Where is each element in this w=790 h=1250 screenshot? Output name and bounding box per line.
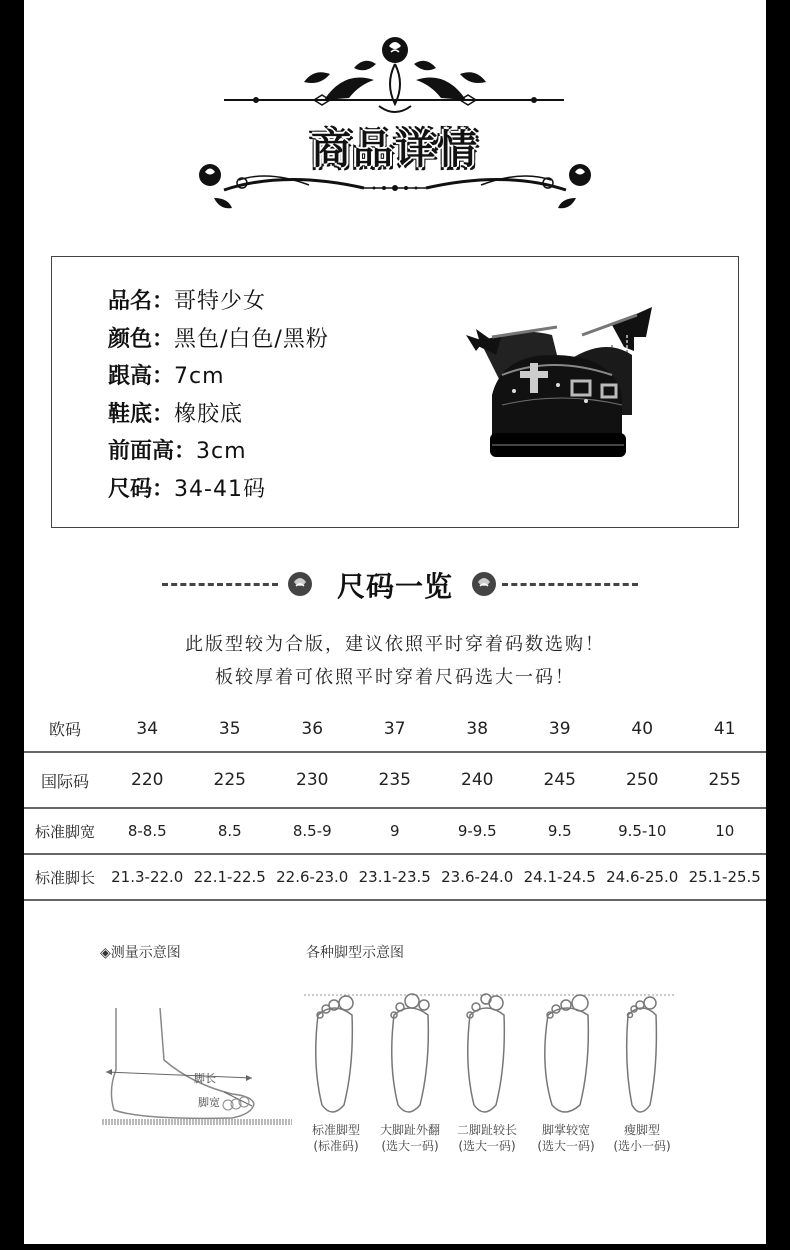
foot-width-label: 脚宽	[198, 1096, 220, 1109]
foot-type-name: 大脚趾外翻	[379, 1123, 440, 1137]
product-info-box	[51, 256, 739, 528]
table-cell: 9-9.5	[436, 808, 519, 854]
table-cell: 9.5-10	[601, 808, 684, 854]
size-section-title: 尺码一览	[336, 570, 453, 603]
shoe-image	[462, 305, 662, 465]
foot-type-label	[447, 1122, 527, 1154]
table-cell: 8.5	[189, 808, 272, 854]
foot-length-label: 脚长	[194, 1072, 216, 1085]
table-cell: 41	[713, 718, 736, 739]
table-cell: 8.5-9	[271, 808, 354, 854]
diamond-icon: ◈	[100, 945, 111, 961]
info-row-front-height	[108, 433, 329, 471]
table-cell: 21.3-22.0	[106, 854, 189, 900]
foot-type-label	[602, 1122, 682, 1154]
info-row-size	[108, 471, 329, 509]
table-cell: 37	[383, 718, 406, 739]
info-key: 尺码：	[108, 476, 175, 502]
table-cell: 25.1-25.5	[684, 854, 767, 900]
info-value: 3cm	[196, 439, 247, 464]
info-key: 颜色：	[108, 326, 175, 352]
measure-title-text: 测量示意图	[110, 945, 181, 961]
table-row	[24, 854, 766, 900]
page-title: 商品详情	[311, 127, 479, 173]
foot-type-name: 脚掌较宽	[541, 1123, 590, 1137]
size-table	[24, 706, 766, 901]
foot-measure-diagram	[102, 1000, 302, 1170]
table-cell: 10	[684, 808, 767, 854]
table-cell: 250	[601, 752, 684, 808]
info-row-sole	[108, 396, 329, 434]
table-cell: 23.1-23.5	[354, 854, 437, 900]
size-note-line-2: 板较厚着可依照平时穿着尺码选大一码！	[215, 667, 575, 688]
table-cell: 255	[684, 752, 767, 808]
foot-type-hint: (选大一码)	[458, 1139, 516, 1153]
table-cell: 235	[354, 752, 437, 808]
info-value: 哥特少女	[174, 289, 267, 314]
table-cell: 9	[354, 808, 437, 854]
info-row-color	[108, 321, 329, 359]
foot-types-title: 各种脚型示意图	[306, 945, 404, 961]
product-detail-page	[24, 0, 766, 1250]
row-label: 标准脚宽	[24, 808, 106, 854]
row-label: 欧码	[48, 720, 81, 739]
info-row-name	[108, 283, 329, 321]
divider	[502, 583, 638, 586]
row-label: 标准脚长	[24, 854, 106, 900]
rose-icon	[470, 570, 498, 598]
foot-type-label	[370, 1122, 450, 1154]
foot-types-diagram	[304, 985, 684, 1185]
table-cell: 35	[218, 718, 241, 739]
table-cell: 22.6-23.0	[271, 854, 354, 900]
foot-type-hint: (标准码)	[313, 1139, 359, 1153]
table-cell: 39	[548, 718, 571, 739]
foot-type-hint: (选小一码)	[613, 1139, 671, 1153]
table-cell: 24.1-24.5	[519, 854, 602, 900]
table-cell: 245	[519, 752, 602, 808]
table-cell: 230	[271, 752, 354, 808]
foot-type-name: 瘦脚型	[623, 1123, 660, 1137]
table-row	[24, 752, 766, 808]
foot-type-hint: (选大一码)	[537, 1139, 595, 1153]
table-cell: 23.6-24.0	[436, 854, 519, 900]
table-row	[24, 808, 766, 854]
info-value: 34-41码	[174, 476, 266, 502]
table-cell: 38	[466, 718, 489, 739]
row-label: 国际码	[24, 752, 106, 808]
info-key: 跟高：	[108, 364, 175, 389]
info-row-heel	[108, 358, 329, 396]
table-cell: 240	[436, 752, 519, 808]
size-note-line-1: 此版型较为合版，建议依照平时穿着码数选购！	[185, 634, 605, 655]
table-cell: 36	[301, 718, 324, 739]
info-value: 橡胶底	[174, 401, 244, 427]
table-cell: 24.6-25.0	[601, 854, 684, 900]
table-cell: 225	[189, 752, 272, 808]
table-cell: 34	[136, 718, 159, 739]
table-cell: 8-8.5	[106, 808, 189, 854]
foot-type-label	[296, 1122, 376, 1154]
bottom-border	[0, 1244, 790, 1250]
foot-type-name: 二脚趾较长	[456, 1123, 517, 1137]
table-cell: 22.1-22.5	[189, 854, 272, 900]
info-value: 7cm	[174, 364, 225, 389]
size-heading	[24, 562, 766, 606]
info-key: 鞋底：	[108, 401, 175, 427]
info-key: 品名：	[108, 289, 175, 314]
foot-type-label	[526, 1122, 606, 1154]
info-key: 前面高：	[108, 439, 197, 464]
product-info-list	[108, 283, 329, 508]
foot-types-outline-icon	[304, 985, 684, 1125]
foot-type-hint: (选大一码)	[381, 1139, 439, 1153]
table-cell: 40	[631, 718, 654, 739]
measure-diagram-title	[100, 942, 181, 962]
info-value: 黑色/白色/黑粉	[174, 326, 329, 352]
table-cell: 9.5	[519, 808, 602, 854]
table-cell: 220	[106, 752, 189, 808]
table-row	[24, 706, 766, 752]
foot-type-name: 标准脚型	[311, 1123, 360, 1137]
